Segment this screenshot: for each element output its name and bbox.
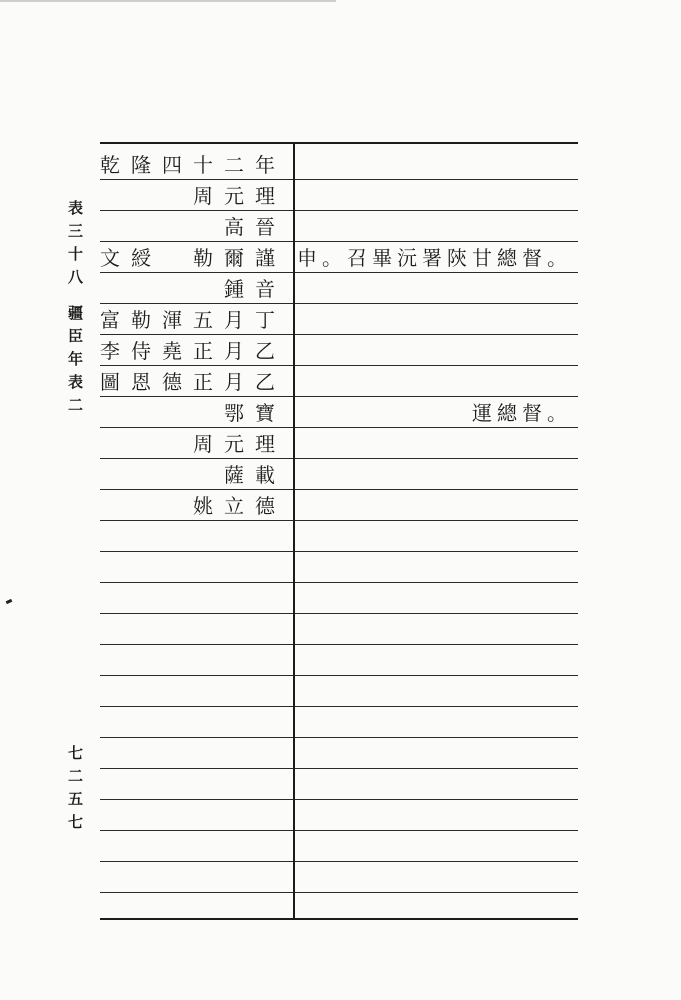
event-note-cell <box>300 427 572 458</box>
table-row <box>100 644 578 676</box>
official-name-cell: 高晉 <box>224 215 286 239</box>
column-divider <box>293 142 295 920</box>
official-name-cell <box>102 799 286 830</box>
table-row <box>100 427 578 459</box>
event-note-cell <box>300 799 572 830</box>
event-note-cell <box>300 365 572 396</box>
official-name-cell: 李侍堯正月乙 <box>100 339 286 363</box>
event-note-cell <box>300 706 572 737</box>
event-note-cell <box>300 551 572 582</box>
table-row <box>100 613 578 645</box>
table-row <box>100 768 578 800</box>
ink-speck <box>6 599 13 604</box>
table-row <box>100 179 578 211</box>
table-row <box>100 799 578 831</box>
event-note-cell <box>300 179 572 210</box>
official-name-cell <box>102 644 286 675</box>
event-note-cell <box>300 861 572 892</box>
table-row <box>100 365 578 397</box>
official-name-cell <box>102 551 286 582</box>
table-row <box>100 396 578 428</box>
event-note-cell <box>300 458 572 489</box>
event-note-cell <box>300 768 572 799</box>
official-name-cell <box>102 861 286 892</box>
table-top-rule <box>100 142 578 144</box>
official-name-cell: 周元理 <box>193 184 286 208</box>
official-name-cell: 乾隆四十二年 <box>100 153 286 177</box>
event-note-cell <box>300 148 572 179</box>
event-note-cell <box>300 582 572 613</box>
table-row <box>100 520 578 552</box>
official-name-cell: 文綬 勒爾謹 <box>100 246 286 270</box>
event-note-cell: 申。召畢沅署陝甘總督。 <box>297 246 572 270</box>
event-note-cell <box>300 613 572 644</box>
event-note-cell <box>300 489 572 520</box>
table-row <box>100 458 578 490</box>
official-name-cell <box>102 830 286 861</box>
page-number: 七二五七 <box>66 745 84 837</box>
event-note-cell <box>300 520 572 551</box>
official-name-cell <box>102 675 286 706</box>
event-note-cell <box>300 334 572 365</box>
table-row <box>100 582 578 614</box>
official-name-cell <box>102 737 286 768</box>
event-note-cell <box>300 675 572 706</box>
table-row <box>100 148 578 180</box>
table-row <box>100 551 578 583</box>
event-note-cell <box>300 737 572 768</box>
table-row <box>100 272 578 304</box>
official-name-cell: 鄂寶 <box>224 401 286 425</box>
event-note-cell <box>300 210 572 241</box>
event-note-cell: 運總督。 <box>472 401 572 425</box>
table-row <box>100 334 578 366</box>
table-row <box>100 706 578 738</box>
table-row <box>100 489 578 521</box>
official-name-cell <box>102 582 286 613</box>
event-note-cell <box>300 303 572 334</box>
side-table-number: 表三十八 <box>66 200 84 292</box>
official-name-cell <box>102 613 286 644</box>
official-name-cell: 圖恩德正月乙 <box>100 370 286 394</box>
event-note-cell <box>300 272 572 303</box>
table-row <box>100 861 578 893</box>
table-bottom-rule <box>100 918 578 920</box>
top-border-rule <box>0 0 336 2</box>
official-name-cell: 姚立德 <box>193 494 286 518</box>
table-row <box>100 830 578 862</box>
table-row <box>100 210 578 242</box>
table-row <box>100 675 578 707</box>
event-note-cell <box>300 830 572 861</box>
event-note-cell <box>300 644 572 675</box>
table-row <box>100 737 578 769</box>
official-name-cell <box>102 768 286 799</box>
official-name-cell <box>102 520 286 551</box>
official-name-cell: 周元理 <box>193 432 286 456</box>
table-row <box>100 241 578 273</box>
official-name-cell: 薩載 <box>224 463 286 487</box>
table-row <box>100 303 578 335</box>
chronology-table <box>100 142 578 920</box>
side-title: 疆臣年表二 <box>66 305 84 420</box>
official-name-cell: 鍾音 <box>224 277 286 301</box>
official-name-cell <box>102 706 286 737</box>
official-name-cell: 富勒渾五月丁 <box>100 308 286 332</box>
